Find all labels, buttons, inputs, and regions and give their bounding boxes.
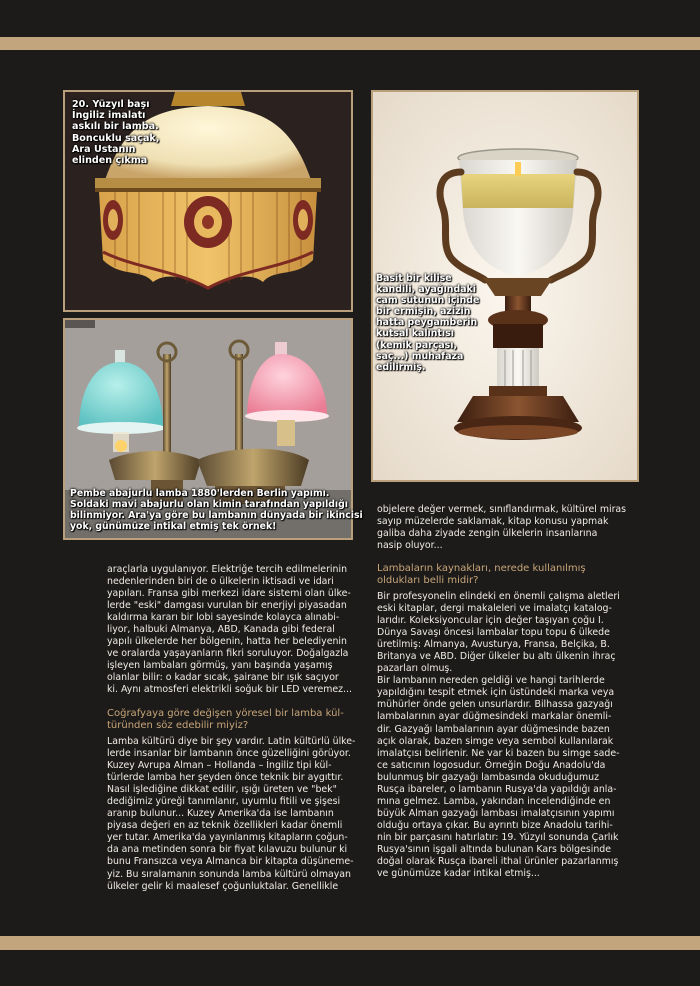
bottom-decorative-band [0, 936, 700, 950]
left-column-subheading: Coğrafyaya göre değişen yöresel bir lamba kül- türünden söz edebilir miyiz? [107, 708, 344, 732]
caption-pair-lamps: Pembe abajurlu lamba 1880'lerden Berlin yapımı. Soldaki mavi abajurlu olan kimin tarafından yapıldığı bilinmiyor. Ara'ya göre bu lambanın dünyada bir ikincisi yok, günümüze intikal etmiş tek örnek! [70, 488, 363, 533]
left-column-intro: araçlarla uygulanıyor. Elektriğe tercih edilmelerinin nedenlerinden biri de o ülkelerin iktisadi ve idari yapıları. Fransa gibi merkezi idare sistemi olan ülke- lerde "eski" damgası vurulan bir enerjiyi piyasadan kaldırma kararı bir lobi sayesinde kolayca alınabi- liyor, halbuki Almanya, ABD, Kanada gibi federal yapılı ülkelerde her bölgenin, hatta her belediyenin ve oralarda yaşayanların fikri soruluyor. Doğalgazla işleyen lambaları görmüş, yanı başında yaşamış olanlar bilir: o kadar sıcak, şairane bir ışık saçıyor ki. Aynı atmosferi elektrikli soğuk bir LED veremez... [107, 564, 352, 696]
left-column-body: Lamba kültürü diye bir şey vardır. Latin kültürlü ülke- lerde insanlar bir lambanın önce güzelliğini görüyor. Kuzey Avrupa Alman – Hollanda – İngiliz tipi kül- türlerde lamba her şeyden önce teknik bir aygıttır. Nasıl işlediğine dikkat edilir, ışığı üreten ve "bek" dediğimiz yüreği tanımlanır, uyumlu fitili ve şişesi aranıp bulunur... Kuzey Amerika'da ise lambanın piyasa değeri en az teknik özellikleri kadar önemli yer tutar. Amerika'da yayınlanmış kitapların çoğun- da ana metinden sonra bir fiyat kılavuzu bulunur ki bunu Fransızca veya Almanca bir kitapta düşüneme- yiz. Bu sıralamanın sonunda lamba kültürü olmayan ülkeler gelir ki maalesef çoğunluktalar. Genellikle [107, 736, 356, 892]
caption-beaded-lamp: 20. Yüzyıl başı İngiliz imalatı askılı bir lamba. Boncuklu saçak, Ara Ustanın elinden çıkma [72, 99, 160, 167]
right-column-body: Bir profesyonelin elindeki en önemli çalışma aletleri eski kitaplar, dergi makaleleri ve imalatçı katalog- larıdır. Koleksiyoncular için değer taşıyan çoğu I. Dünya Savaşı öncesi lambalar topu topu 6 ülkede üretilmiş: Almanya, Avusturya, Fransa, Belçika, B. Britanya ve ABD. Diğer ülkeler bu altı ülkenin ihraç pazarları olmuş. Bir lambanın nereden geldiği ve hangi tarihlerde yapıldığını tespit etmek için üstündeki marka veya mühürler önde gelen unsurlardır. Bilhassa gazyağı lambalarının ayar düğmesindeki markalar önemli- dir. Gazyağı lambalarının ayar düğmesinde bazen açık olarak, bazen simge veya sembol kullanılarak imalatçısı belirlenir. Ne var ki bazen bu simge sade- ce satıcının logosudur. Örneğin Doğu Anadolu'da bulunmuş bir gazyağı lambasında okuduğumuz Rusça ibareler, o lambanın Rusya'da yapıldığı anla- mına gelmez. Lamba, yakından incelendiğinde en büyük Alman gazyağı lambası imalatçısının yapımı olduğu ortaya çıkar. Bu ayrıntı bize Anadolu tarihi- nin bir parçasını hatırlatır: 19. Yüzyıl sonunda Çarlık Rusya'sının işgali altında bulunan Kars bölgesinde doğal olarak Rusça ibareli ithal ürünler pazarlanmış ve günümüze kadar intikal etmiş... [377, 591, 620, 880]
top-decorative-band [0, 37, 700, 50]
caption-church-lamp: Basit bir kilise kandili, ayağındaki cam sütunun içinde bir ermişin, azizin hatta peygamberin kutsal kalıntısı (kemik parçası, saç...) muhafaza edilirmiş. [376, 273, 480, 373]
right-column-intro: objelere değer vermek, sınıflandırmak, kültürel miras sayıp müzelerde saklamak, kitap konusu yapmak galiba daha ziyade zengin ülkelerin insanlarına nasip oluyor... [377, 504, 627, 552]
right-column-subheading: Lambaların kaynakları, nerede kullanılmış oldukları belli midir? [377, 563, 586, 587]
